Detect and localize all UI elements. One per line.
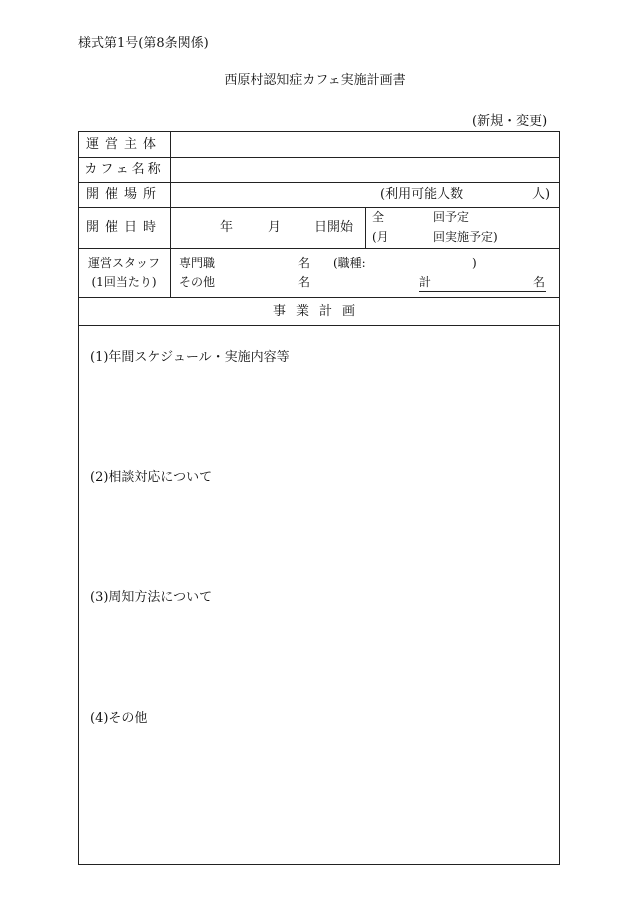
operator-field[interactable] [171,132,559,157]
plan-other-field[interactable] [90,733,550,853]
total-times: 回予定 [433,210,470,224]
plan-section-schedule: (1)年間スケジュール・実施内容等 [90,350,290,365]
date-month: 月 [268,220,282,235]
plan-section-other: (4)その他 [90,711,148,726]
plan-section-publicity: (3)周知方法について [90,590,213,605]
venue-label: 開催場所 [85,187,162,202]
staff-other-unit: 名 [298,275,311,289]
total-label: 全 [372,210,385,224]
cafe-name-field[interactable] [171,158,559,182]
status-note: (新規・変更) [472,114,548,129]
plan-consultation-field[interactable] [90,492,550,582]
staff-label-line2: (1回当たり) [91,275,157,289]
staff-job-type: (職種: [333,256,366,270]
staff-professional: 専門職 [179,256,216,270]
month-label: (月 [372,230,389,244]
venue-capacity-suffix: 人) [532,187,551,202]
venue-capacity-prefix: (利用可能人数 [380,187,464,202]
form-number: 様式第1号(第8条関係) [78,36,209,51]
plan-publicity-field[interactable] [90,612,550,702]
staff-total-underline [419,275,546,292]
date-year: 年 [220,220,234,235]
plan-schedule-field[interactable] [90,372,550,462]
staff-label-line1: 運営スタッフ [87,256,160,270]
staff-total: 計 [419,275,432,289]
document-title: 西原村認知症カフェ実施計画書 [224,73,406,88]
staff-professional-unit: 名 [298,256,311,270]
staff-job-type-close: ) [472,256,477,270]
staff-total-unit: 名 [533,275,546,289]
month-times: 回実施予定) [433,230,498,244]
plan-header: 事業計画 [272,304,365,319]
plan-section-consultation: (2)相談対応について [90,470,213,485]
date-label: 開催日時 [85,220,162,235]
date-day-start: 日開始 [314,220,354,235]
operator-label: 運営主体 [85,137,162,152]
cafe-name-label: カフェ名称 [84,162,164,177]
staff-other: その他 [179,275,216,289]
